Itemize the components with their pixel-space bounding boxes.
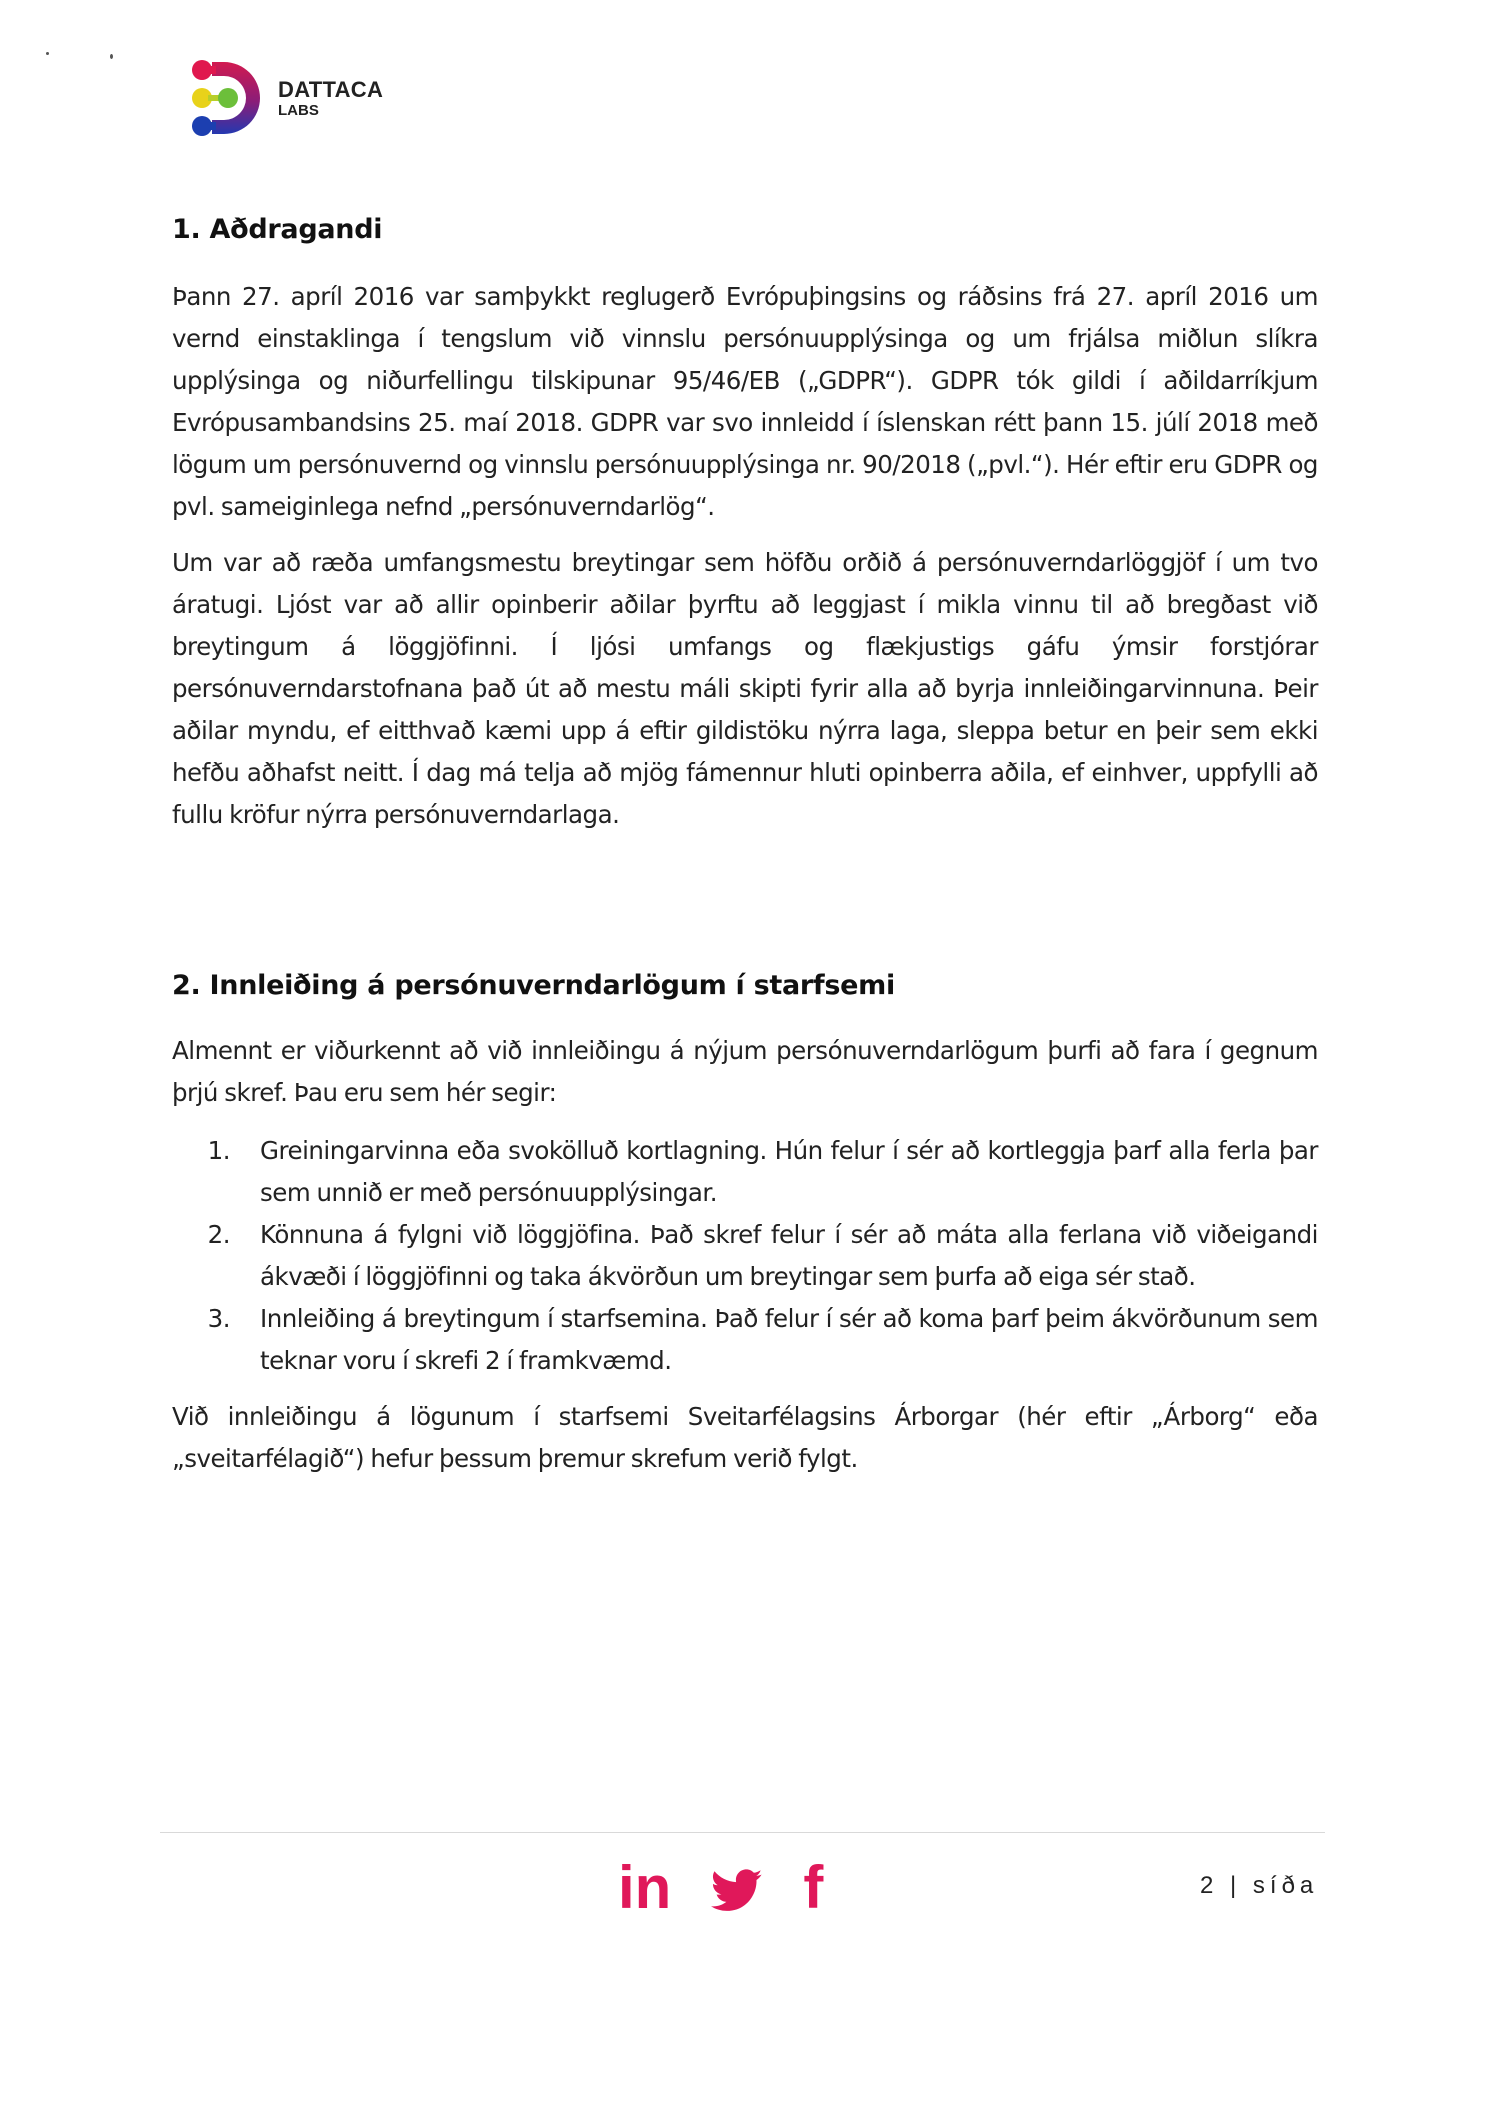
steps-list bbox=[172, 1130, 1318, 1382]
list-text: Innleiðing á breytingum í starfsemina. Það felur í sér að koma þarf þeim ákvörðunum sem teknar voru í skrefi 2 í framkvæmd. bbox=[260, 1304, 1318, 1375]
section-2-body bbox=[172, 1030, 1318, 1480]
section-1-heading: 1. Aðdragandi bbox=[172, 214, 383, 245]
facebook-icon[interactable]: f bbox=[803, 1854, 824, 1921]
scan-speck bbox=[46, 52, 49, 55]
footer-divider bbox=[160, 1832, 1325, 1833]
company-logo bbox=[190, 58, 383, 138]
section-2-heading: 2. Innleiðing á persónuverndarlögum í starfsemi bbox=[172, 970, 895, 1001]
section-1-body bbox=[172, 276, 1318, 836]
logo-name: DATTACA bbox=[278, 76, 384, 102]
list-number: 3. bbox=[207, 1304, 230, 1333]
paragraph-intro: Almennt er viðurkennt að við innleiðingu á nýjum persónuverndarlögum þurfi að fara í gegnum þrjú skref. Þau eru sem hér segir: bbox=[172, 1036, 1318, 1107]
scan-speck bbox=[110, 54, 113, 59]
dattaca-logo-icon bbox=[190, 58, 262, 138]
paragraph: Um var að ræða umfangsmestu breytingar sem höfðu orðið á persónuverndarlöggjöf í um tvo áratugi. Ljóst var að allir opinberir aðilar þyrftu að leggjast í mikla vinnu til að bregðast við breytingum á löggjöfinni. Í ljósi umfangs og flækjustigs gáfu ýmsir forstjórar persónuverndarstofnana það út að mestu máli skipti fyrir alla að byrja innleiðingarvinnuna. Þeir aðilar myndu, ef eitthvað kæmi upp á eftir gildistöku nýrra laga, sleppa betur en þeir sem ekki hefðu aðhafst neitt. Í dag má telja að mjög fámennur hluti opinberra aðila, ef einhver, uppfylli að fullu kröfur nýrra persónuverndarlaga. bbox=[172, 548, 1318, 829]
list-item bbox=[172, 1214, 1318, 1298]
page-number: 2 | síða bbox=[1200, 1872, 1319, 1899]
logo-sub: LABS bbox=[278, 101, 319, 119]
linkedin-icon[interactable]: in bbox=[618, 1854, 672, 1921]
list-text: Greiningarvinna eða svokölluð kortlagning. Hún felur í sér að kortleggja þarf alla ferla þar sem unnið er með persónuupplýsingar. bbox=[260, 1136, 1318, 1207]
list-number: 1. bbox=[207, 1136, 230, 1165]
list-number: 2. bbox=[207, 1220, 230, 1249]
twitter-icon[interactable] bbox=[711, 1868, 763, 1914]
list-item bbox=[172, 1130, 1318, 1214]
paragraph-closing: Við innleiðingu á lögunum í starfsemi Sveitarfélagsins Árborgar (hér eftir „Árborg“ eða „sveitarfélagið“) hefur þessum þremur skrefum verið fylgt. bbox=[172, 1402, 1318, 1473]
paragraph: Þann 27. apríl 2016 var samþykkt reglugerð Evrópuþingsins og ráðsins frá 27. apríl 2016 um vernd einstaklinga í tengslum við vinnslu persónuupplýsinga og um frjálsa miðlun slíkra upplýsinga og niðurfellingu tilskipunar 95/46/EB („GDPR“). GDPR tók gildi í aðildarríkjum Evrópusambandsins 25. maí 2018. GDPR var svo innleidd í íslenskan rétt þann 15. júlí 2018 með lögum um persónuvernd og vinnslu persónuupplýsinga nr. 90/2018 („pvl.“). Hér eftir eru GDPR og pvl. sameiginlega nefnd „persónuverndarlög“. bbox=[172, 282, 1318, 521]
social-links bbox=[618, 1854, 824, 1921]
list-text: Könnuna á fylgni við löggjöfina. Það skref felur í sér að máta alla ferlana við viðeigandi ákvæði í löggjöfinni og taka ákvörðun um breytingar sem þurfa að eiga sér stað. bbox=[260, 1220, 1318, 1291]
list-item bbox=[172, 1298, 1318, 1382]
